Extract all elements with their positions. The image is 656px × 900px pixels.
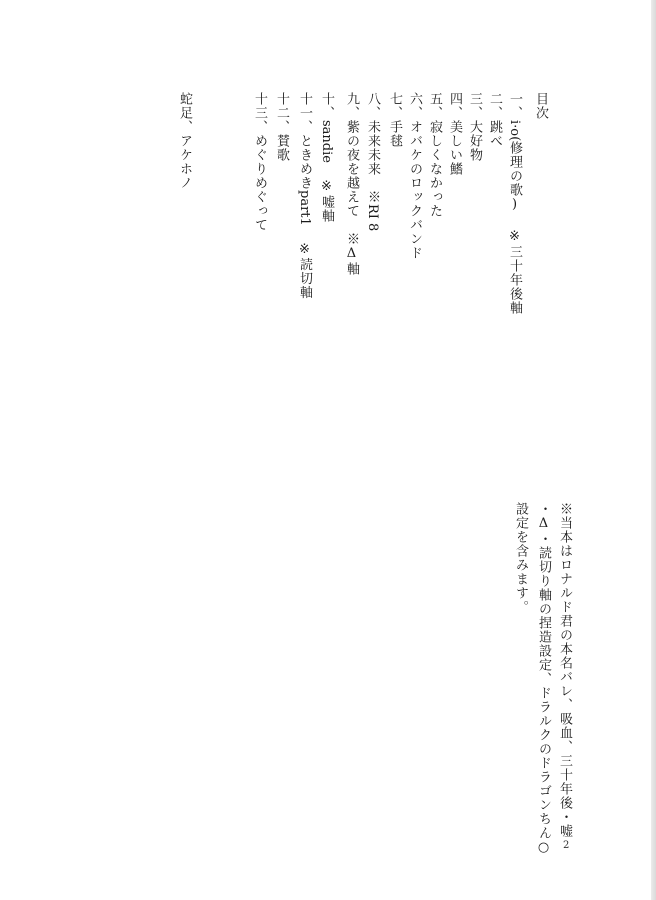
toc-item-8: 八、未来未来 ※RI 8	[365, 92, 380, 232]
toc-title: 目次	[533, 92, 548, 120]
toc-item-3: 三、大好物	[467, 92, 482, 162]
toc-item-11: 十一、ときめきpart1 ※読切軸	[297, 92, 312, 300]
toc-item-6: 六、オバケのロックバンド	[407, 92, 422, 260]
note-line-3: 設定を含みます。	[513, 502, 528, 614]
toc-item-13: 十三、めぐりめぐって	[252, 92, 267, 232]
note-line-1: ※当本はロナルド君の本名バレ、吸血、三十年後・嘘	[557, 502, 572, 838]
toc-item-9: 九、紫の夜を越えて ※Δ軸	[344, 92, 359, 276]
toc-item-2: 二、跳べ	[487, 92, 502, 148]
note-line-2: ・Δ・読切り軸の捏造設定、ドラルクのドラゴンちん○	[536, 502, 551, 856]
toc-item-4: 四、美しい鰭	[447, 92, 462, 176]
toc-item-14: 蛇足、アケホノ	[177, 92, 192, 190]
page-number: 2	[563, 840, 570, 851]
toc-item-7: 七、手毬	[387, 92, 402, 148]
toc-item-1: 一、i·o(修理の歌) ※三十年後軸	[507, 92, 522, 316]
toc-item-12: 十二、賛歌	[274, 92, 289, 162]
page-edge-shadow	[651, 0, 656, 900]
toc-item-10: 十、sandie ※嘘軸	[319, 92, 334, 223]
toc-item-5: 五、寂しくなかった	[427, 92, 442, 218]
